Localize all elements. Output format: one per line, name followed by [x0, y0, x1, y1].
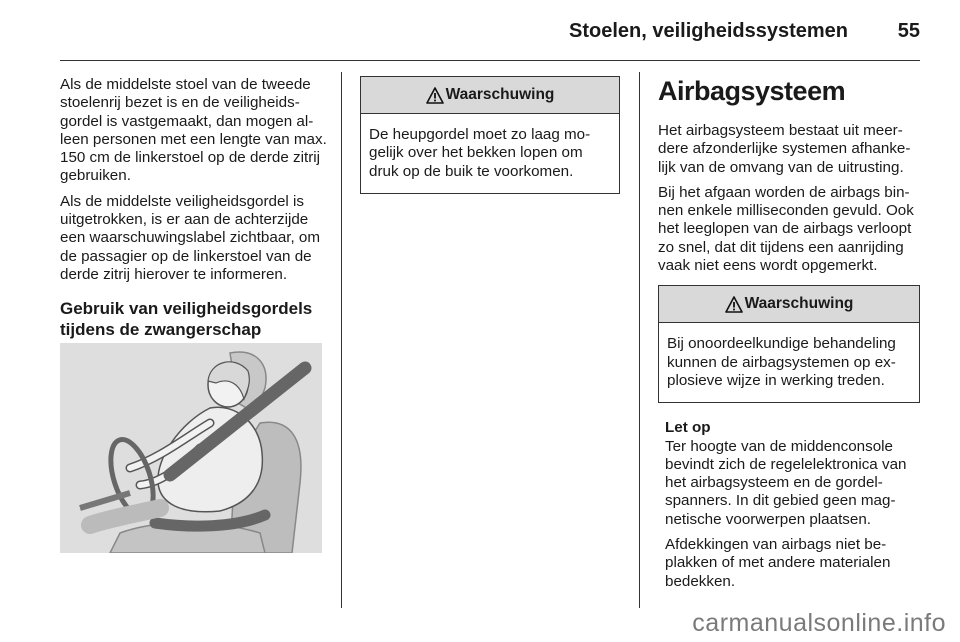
note-block: [658, 419, 920, 591]
body-paragraph: Als de middelste stoel van de tweede stoelenrij bezet is en de veiligheidsgordel is vastgemaakt, dan mogen alleen personen met een lengte van max. 150 cm de linkerstoel op de derde zitrij gebruiken.: [60, 76, 327, 185]
warning-header: [659, 286, 919, 323]
pregnant-driver-seatbelt-illustration: [60, 343, 322, 553]
note-paragraph: Afdekkingen van airbags niet beplakken of met andere materialen bedekken.: [665, 536, 891, 590]
warning-triangle-icon: [725, 296, 743, 313]
column-1: [60, 76, 328, 340]
column-divider-2: [639, 72, 640, 608]
watermark: carmanualsonline.info: [692, 609, 946, 637]
subheading-pregnancy: Gebruik van veiligheidsgordels tijdens de zwangerschap: [60, 299, 313, 340]
warning-text: De heupgordel moet zo laag mogelijk over het bekken lopen om druk op de buik te voorkomen.: [369, 126, 591, 180]
warning-triangle-icon: [426, 87, 444, 104]
note-title: Let op: [665, 419, 711, 437]
header-rule: [60, 60, 920, 61]
column-3: [658, 76, 920, 598]
column-divider-1: [341, 72, 342, 608]
warning-title: Waarschuwing: [445, 85, 555, 103]
warning-title: Waarschuwing: [744, 295, 854, 313]
warning-text: Bij onoordeelkundige behandeling kunnen de airbagsystemen op explosieve wijze in werking treden.: [667, 335, 896, 389]
body-paragraph: Bij het afgaan worden de airbags binnen enkele milliseconden gevuld. Ook het leeglopen van de airbags verloopt zo snel, dat dit tijdens een aanrijding vaak niet eens wordt opgemerkt.: [658, 183, 914, 275]
warning-box-seatbelt: [360, 76, 620, 194]
page-number: 55: [897, 20, 920, 42]
column-2: [360, 76, 620, 194]
warning-header: [361, 77, 619, 114]
page-header: [60, 18, 920, 48]
warning-box-airbag: [658, 285, 920, 403]
note-paragraph: Ter hoogte van de middenconsole bevindt zich de regelelektronica van het airbagsysteem en de gordelspanners. In dit gebied geen magnetische voorwerpen plaatsen.: [665, 437, 907, 528]
body-paragraph: Als de middelste veiligheidsgordel is uitgetrokken, is er aan de achterzijde een waarschuwingslabel zichtbaar, om de passagier op de linkerstoel van de derde zitrij hierover te informeren.: [60, 192, 321, 283]
body-paragraph: Het airbagsysteem bestaat uit meerdere afzonderlijke systemen afhankelijk van de omvang van de uitrusting.: [658, 122, 911, 176]
section-title: Stoelen, veiligheidssystemen: [569, 20, 848, 42]
heading-airbagsysteem: Airbagsysteem: [658, 76, 846, 106]
illustration-drawing: [60, 343, 322, 553]
